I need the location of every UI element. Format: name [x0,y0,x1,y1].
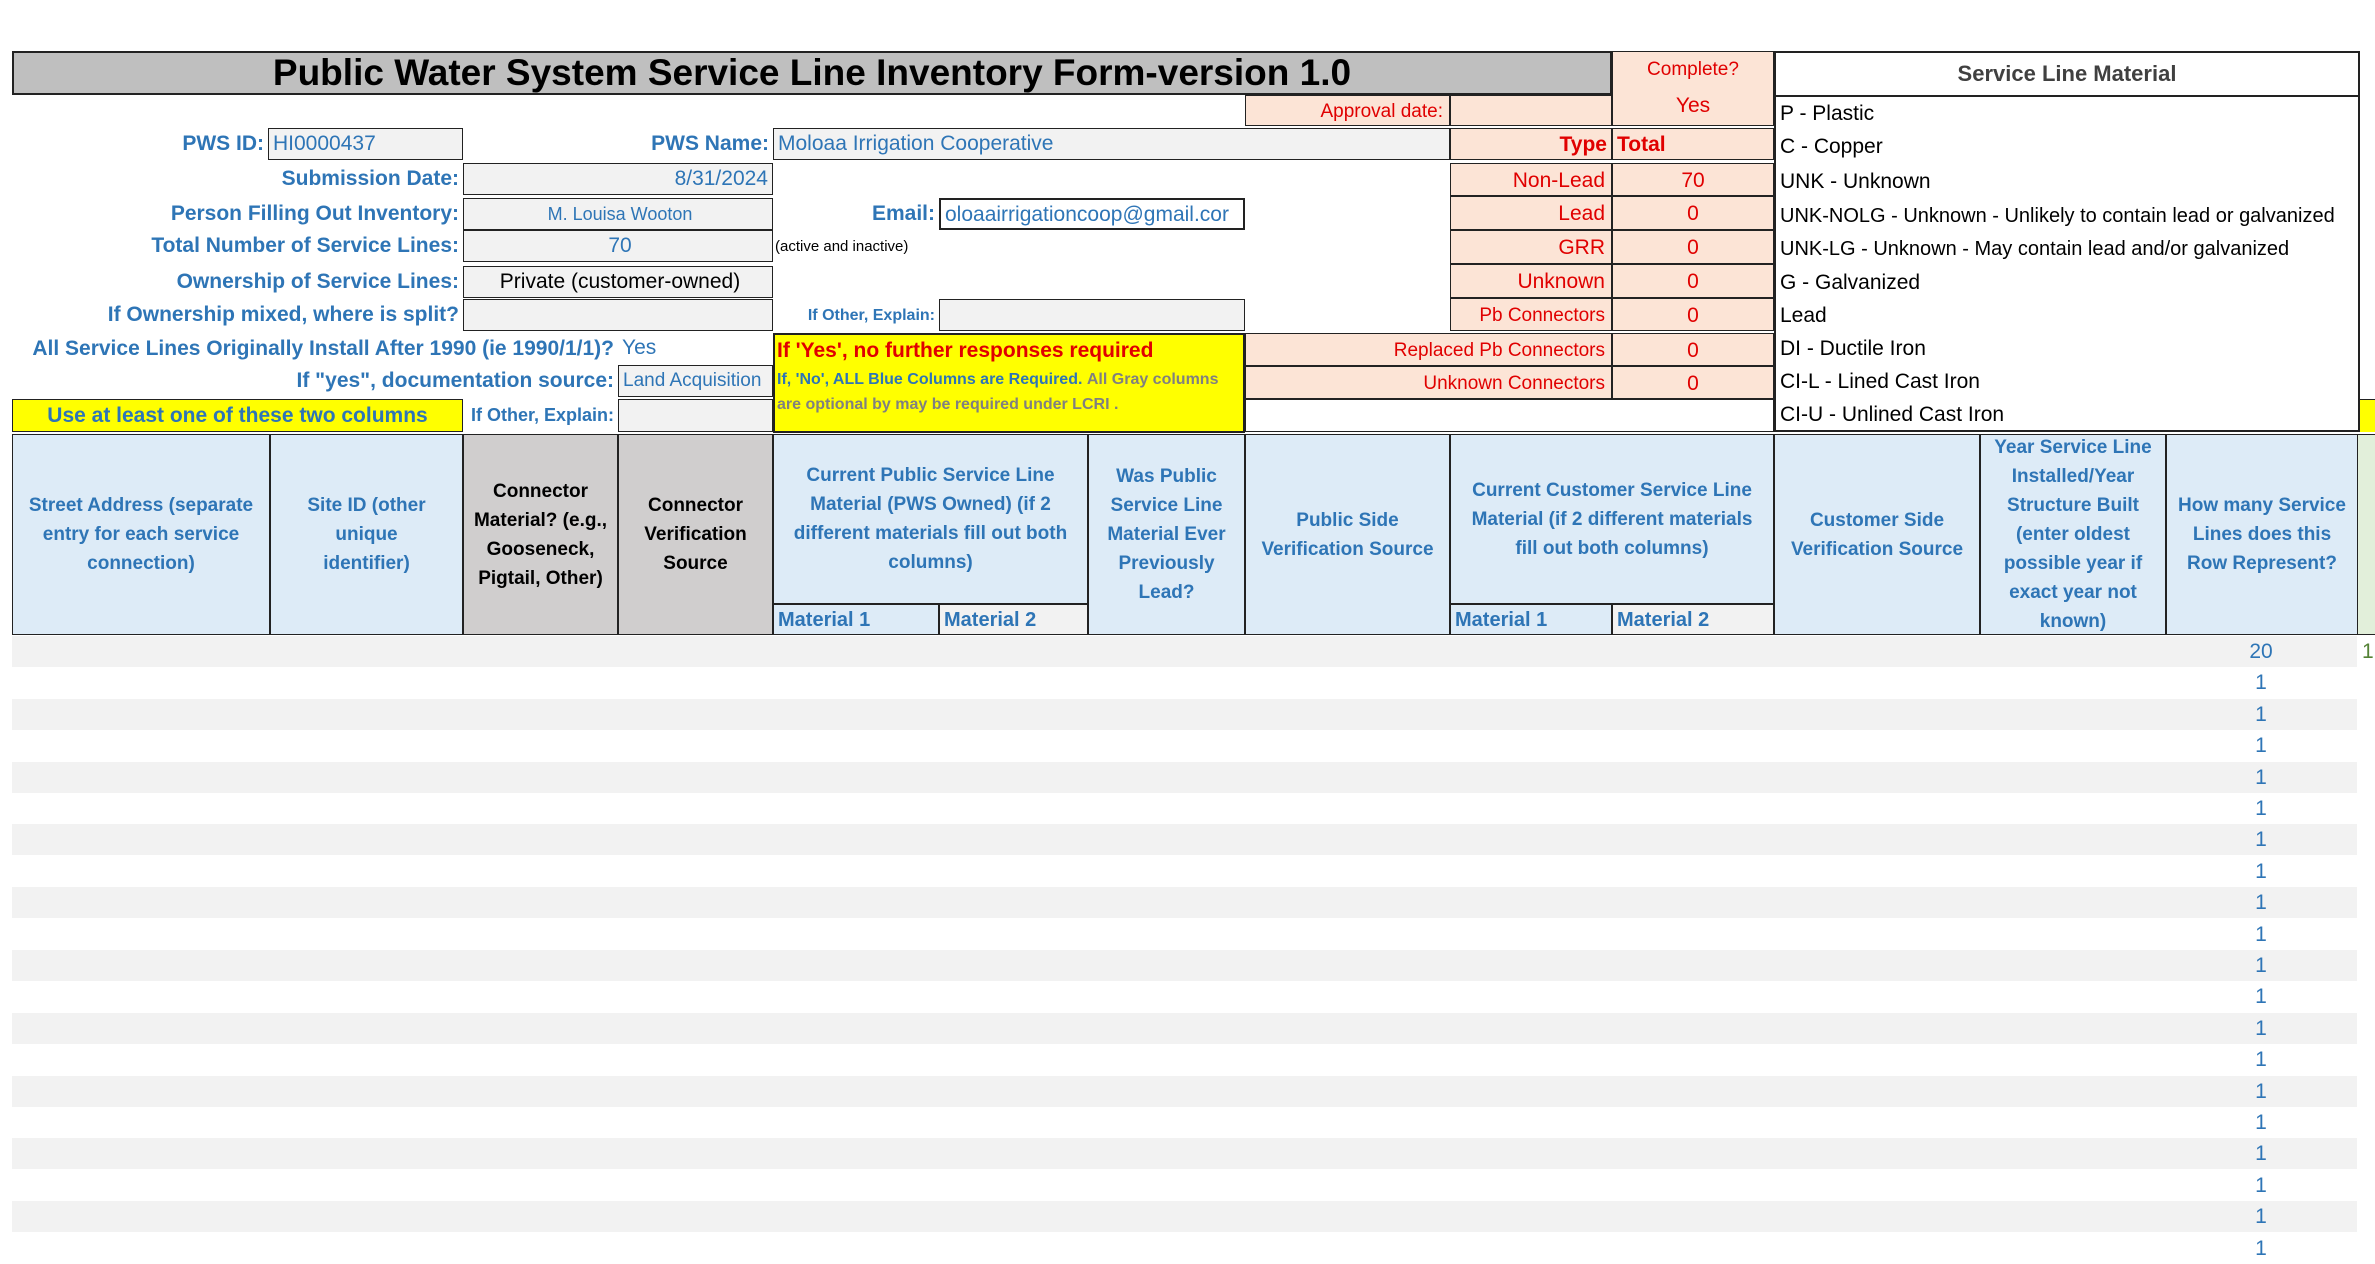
col-connector-material: Connector Material? (e.g., Gooseneck, Pigtail, Other) [463,434,618,635]
legend-title: Service Line Material [1776,53,2358,97]
table-row[interactable] [12,699,2357,730]
legend-item: UNK-NOLG - Unknown - Unlikely to contain lead or galvanized [1780,205,2335,227]
ownership-split-field[interactable] [463,299,773,331]
col-public-material-1: Material 1 [773,604,939,635]
legend-item: G - Galvanized [1780,271,1921,294]
other-explain-field[interactable] [939,299,1245,331]
summary-type: GRR [1450,230,1612,264]
service-line-count[interactable]: 1 [2255,891,2267,915]
ownership-label: Ownership of Service Lines: [176,270,459,293]
table-row[interactable] [12,887,2357,918]
table-row[interactable] [12,1044,2357,1075]
service-line-count[interactable]: 1 [2255,1173,2267,1197]
legend-item: CI-U - Unlined Cast Iron [1780,403,2005,426]
service-line-count[interactable]: 20 [2249,640,2273,663]
service-line-count[interactable]: 1 [2255,828,2267,852]
service-line-count[interactable]: 1 [2255,671,2267,695]
col-street-address: Street Address (separate entry for each service connection) [12,434,270,635]
summary-type: Lead [1450,196,1612,230]
summary-total: 0 [1612,196,1774,230]
col-customer-material-1: Material 1 [1450,604,1612,635]
table-row[interactable] [12,1013,2357,1044]
service-line-count[interactable]: 1 [2255,1079,2267,1103]
legend-item: Lead [1780,304,1827,327]
table-row[interactable] [12,1076,2357,1107]
pws-id-label: PWS ID: [182,132,264,155]
legend-item: DI - Ductile Iron [1780,337,1926,360]
use-columns-note: Use at least one of these two columns [12,399,463,432]
after-1990-field[interactable]: Yes [618,333,773,365]
col-customer-material-2: Material 2 [1612,604,1774,635]
col-was-lead: Was Public Service Line Material Ever Previously Lead? [1088,434,1245,635]
table-row[interactable] [12,1107,2357,1138]
no-note-gray: All Gray columns are optional by may be required under LCRI . [777,371,1219,413]
service-line-count[interactable]: 1 [2255,702,2267,726]
col-year-installed: Year Service Line Installed/Year Structure Built (enter oldest possible year if exact year not known) [1980,434,2166,635]
col-public-material-2: Material 2 [939,604,1088,635]
person-field[interactable]: M. Louisa Wooton [463,198,773,230]
service-line-count[interactable]: 1 [2255,734,2267,758]
summary-total: 70 [1612,163,1774,196]
yes-note [773,333,1245,433]
email-field[interactable]: oloaairrigationcoop@gmail.cor [939,198,1245,230]
total-lines-field[interactable]: 70 [463,230,773,262]
other-explain-label: If Other, Explain: [807,307,935,324]
summary-type-header: Type [1450,128,1612,160]
table-row[interactable] [12,667,2357,698]
col-connector-verification: Connector Verification Source [618,434,773,635]
edge-cell-value[interactable]: 1 [2362,640,2374,663]
summary-total-header: Total [1612,128,1774,160]
legend-item: P - Plastic [1780,102,1875,125]
submission-date-label: Submission Date: [281,167,459,190]
summary-type: Replaced Pb Connectors [1245,333,1612,366]
service-line-count[interactable]: 1 [2255,859,2267,883]
table-row[interactable] [12,1233,2357,1264]
yes-note-text: If 'Yes', no further responses required [777,339,1154,362]
complete-value[interactable]: Yes [1675,94,1711,117]
col-public-verification: Public Side Verification Source [1245,434,1450,635]
edge-yellow-marker [2360,399,2375,432]
table-row[interactable] [12,730,2357,761]
material-legend [1774,51,2360,432]
summary-total: 0 [1612,366,1774,399]
table-row[interactable] [12,919,2357,950]
col-customer-verification: Customer Side Verification Source [1774,434,1980,635]
summary-total: 0 [1612,298,1774,331]
table-row[interactable] [12,793,2357,824]
service-line-count[interactable]: 1 [2255,985,2267,1009]
no-note [775,367,1243,417]
complete-label: Complete? [1647,59,1739,80]
table-row[interactable] [12,1138,2357,1169]
summary-type: Unknown [1450,264,1612,298]
summary-type: Unknown Connectors [1245,366,1612,399]
complete-box [1612,51,1774,126]
col-edge [2358,434,2375,635]
table-row[interactable] [12,1170,2357,1201]
table-row[interactable] [12,636,2374,667]
service-line-count[interactable]: 1 [2255,1236,2267,1260]
service-line-count[interactable]: 1 [2255,1142,2267,1166]
ownership-split-label: If Ownership mixed, where is split? [107,303,459,326]
service-line-count[interactable]: 1 [2255,922,2267,946]
legend-item: C - Copper [1780,135,1883,158]
service-line-count[interactable]: 1 [2255,1016,2267,1040]
col-customer-material: Current Customer Service Line Material (if 2 different materials fill out both columns) [1450,434,1774,604]
pws-name-field[interactable]: Moloaa Irrigation Cooperative [773,128,1450,160]
approval-date-field[interactable] [1450,95,1612,126]
service-line-count[interactable]: 1 [2255,954,2267,977]
pws-id-field[interactable]: HI0000437 [268,128,463,160]
legend-item: UNK - Unknown [1780,170,1931,193]
summary-type: Pb Connectors [1450,298,1612,331]
col-how-many: How many Service Lines does this Row Represent? [2166,434,2358,635]
table-row[interactable] [12,1201,2357,1232]
doc-source-label: If "yes", documentation source: [296,369,614,392]
pws-name-label: PWS Name: [651,132,769,155]
note-spacer [1245,399,1774,432]
service-line-count[interactable]: 1 [2255,797,2267,820]
email-label: Email: [871,202,935,225]
legend-item: UNK-LG - Unknown - May contain lead and/or galvanized [1780,238,2290,260]
col-public-material: Current Public Service Line Material (PWS Owned) (if 2 different materials fill out both columns) [773,434,1088,604]
table-row[interactable] [12,981,2357,1012]
table-row[interactable] [12,762,2357,793]
no-note-blue: If, 'No', ALL Blue Columns are Required. [777,371,1083,388]
summary-total: 0 [1612,264,1774,298]
approval-label: Approval date: [1245,95,1450,126]
table-row[interactable] [12,856,2357,887]
service-line-count[interactable]: 1 [2255,1048,2267,1072]
legend-item: CI-L - Lined Cast Iron [1780,370,1980,393]
service-line-count[interactable]: 1 [2255,765,2267,789]
other-explain2-label: If Other, Explain: [470,405,614,425]
other-explain2-field[interactable] [618,399,773,432]
summary-type: Non-Lead [1450,163,1612,196]
summary-total: 0 [1612,230,1774,264]
total-lines-label: Total Number of Service Lines: [151,234,459,257]
after-1990-label: All Service Lines Originally Install After 1990 (ie 1990/1/1)? [32,337,614,360]
submission-date-field[interactable]: 8/31/2024 [463,163,773,195]
person-label: Person Filling Out Inventory: [170,202,459,225]
summary-total: 0 [1612,333,1774,366]
table-row[interactable] [12,824,2357,855]
form-title: Public Water System Service Line Inventory Form-version 1.0 [12,51,1612,95]
doc-source-field[interactable]: Land Acquisition [618,365,773,397]
total-lines-note: (active and inactive) [775,238,909,255]
ownership-field[interactable]: Private (customer-owned) [463,266,773,298]
col-site-id: Site ID (other unique identifier) [270,434,463,635]
service-line-count[interactable]: 1 [2255,1205,2267,1229]
service-line-count[interactable]: 1 [2255,1111,2267,1134]
table-row[interactable] [12,950,2357,981]
